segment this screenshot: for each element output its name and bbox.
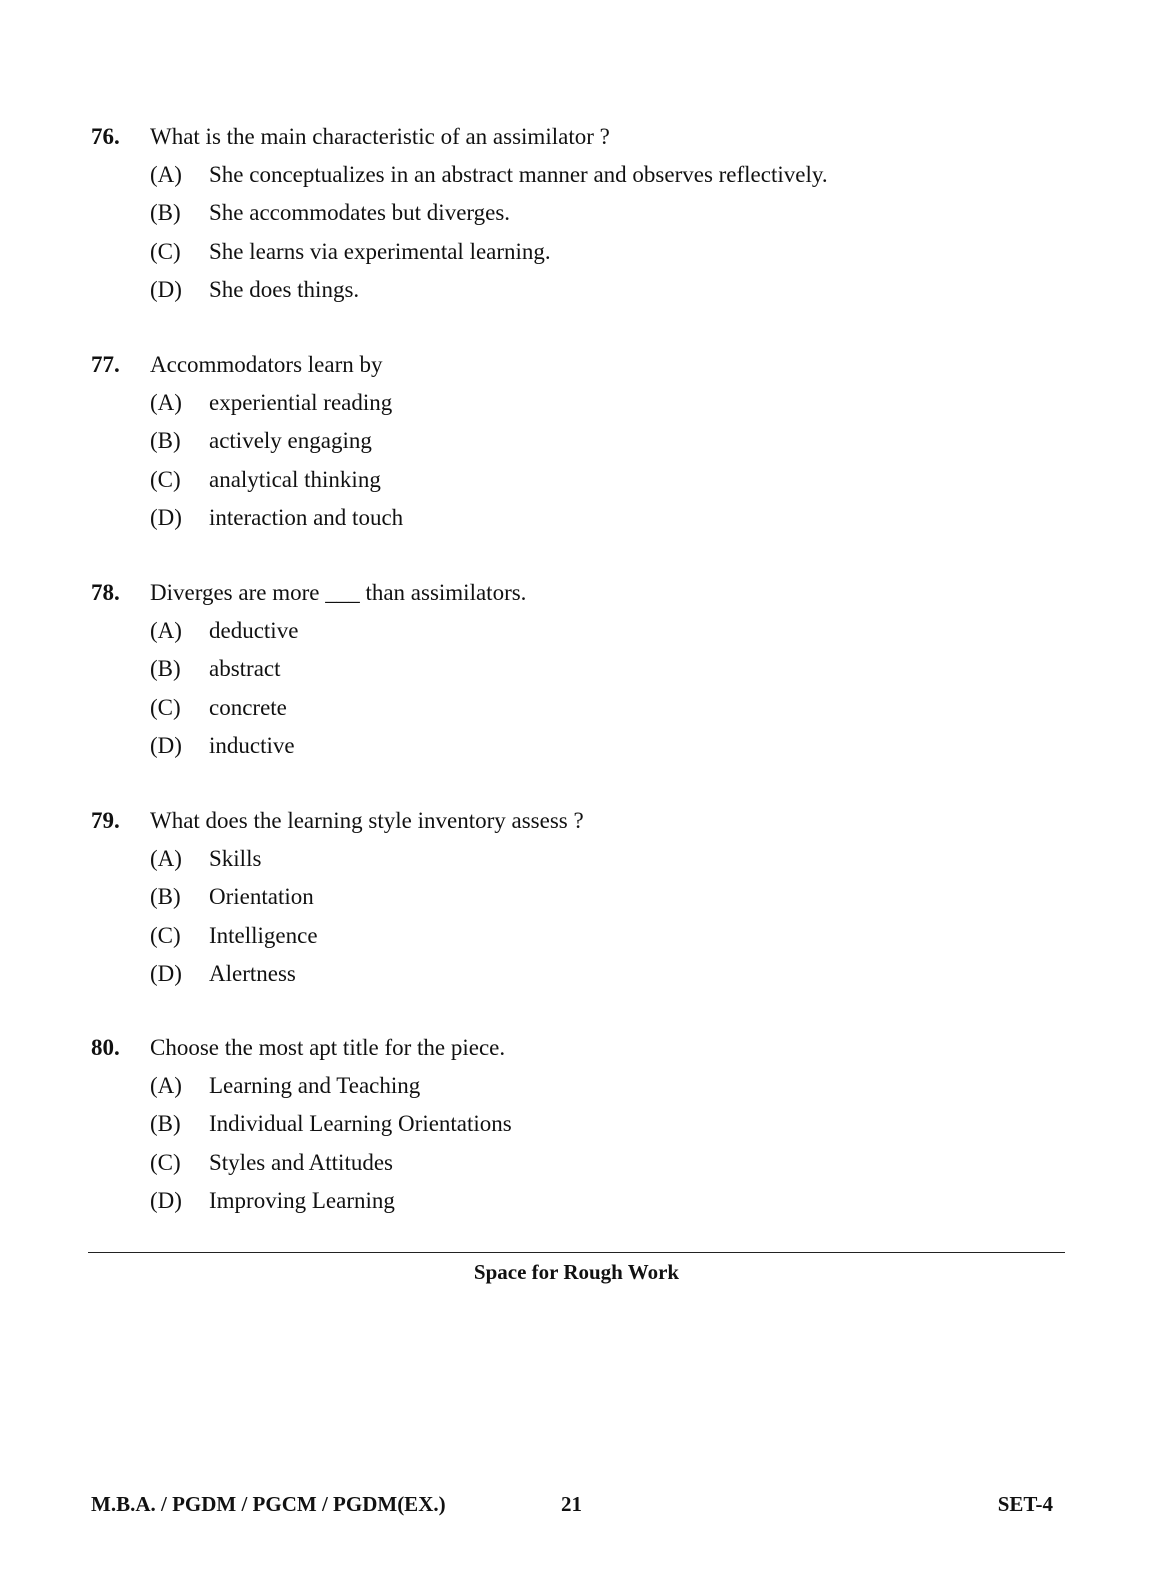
question-header	[0, 574, 1153, 612]
question-80	[0, 1029, 1153, 1220]
option-letter: (B)	[150, 656, 181, 682]
question-number: 79.	[91, 808, 120, 833]
option-letter: (A)	[150, 162, 182, 187]
option-letter: (D)	[150, 276, 182, 302]
option-text: Alertness	[209, 960, 296, 986]
option-text: Orientation	[209, 884, 314, 910]
option-text: She accommodates but diverges.	[209, 200, 511, 226]
option-text: Improving Learning	[209, 1187, 395, 1213]
option-letter: (B)	[150, 884, 181, 910]
option-b	[0, 878, 1153, 916]
question-text: Accommodators learn by	[150, 352, 383, 377]
option-c	[0, 461, 1153, 499]
option-letter: (A)	[150, 618, 182, 643]
question-number: 76.	[91, 124, 120, 149]
option-text: Skills	[209, 846, 262, 871]
option-letter: (D)	[150, 732, 182, 758]
option-letter: (D)	[150, 1187, 182, 1213]
option-text: inductive	[209, 732, 295, 758]
option-letter: (C)	[150, 1149, 181, 1175]
question-number: 77.	[91, 352, 120, 377]
option-letter: (B)	[150, 428, 181, 454]
footer-set-label: SET-4	[997, 1492, 1053, 1516]
option-letter: (B)	[150, 200, 181, 226]
option-c	[0, 1144, 1153, 1182]
question-number: 80.	[91, 1035, 120, 1060]
option-a	[0, 840, 1153, 878]
option-text: Learning and Teaching	[209, 1073, 421, 1098]
option-letter: (D)	[150, 504, 182, 530]
question-77	[0, 346, 1153, 537]
option-text: abstract	[209, 656, 281, 682]
divider-line	[88, 1252, 1065, 1253]
question-header	[0, 802, 1153, 840]
option-a	[0, 384, 1153, 422]
question-text: What does the learning style inventory assess ?	[150, 808, 584, 833]
option-d	[0, 1182, 1153, 1220]
question-number: 78.	[91, 580, 120, 605]
option-d	[0, 955, 1153, 993]
option-letter: (C)	[150, 238, 181, 264]
question-79	[0, 802, 1153, 993]
option-letter: (A)	[150, 1073, 182, 1098]
option-text: analytical thinking	[209, 466, 381, 492]
option-text: interaction and touch	[209, 504, 404, 530]
option-text: Individual Learning Orientations	[209, 1111, 512, 1137]
question-header	[0, 118, 1153, 156]
option-text: actively engaging	[209, 428, 372, 454]
question-text: Diverges are more ___ than assimilators.	[150, 580, 527, 605]
option-c	[0, 233, 1153, 271]
option-a	[0, 1067, 1153, 1105]
option-letter: (A)	[150, 846, 182, 871]
option-letter: (D)	[150, 960, 182, 986]
option-text: Styles and Attitudes	[209, 1149, 393, 1175]
option-d	[0, 727, 1153, 765]
option-letter: (A)	[150, 390, 182, 415]
question-text: What is the main characteristic of an assimilator ?	[150, 124, 610, 149]
option-text: Intelligence	[209, 922, 318, 948]
option-b	[0, 650, 1153, 688]
option-text: She learns via experimental learning.	[209, 238, 551, 264]
option-c	[0, 917, 1153, 955]
option-d	[0, 271, 1153, 309]
option-text: concrete	[209, 694, 287, 720]
question-header	[0, 1029, 1153, 1067]
option-text: She conceptualizes in an abstract manner and observes reflectively.	[209, 162, 828, 187]
option-c	[0, 689, 1153, 727]
question-76	[0, 118, 1153, 309]
question-78	[0, 574, 1153, 765]
option-text: experiential reading	[209, 390, 393, 415]
option-b	[0, 194, 1153, 232]
option-text: deductive	[209, 618, 299, 643]
option-letter: (C)	[150, 694, 181, 720]
option-letter: (B)	[150, 1111, 181, 1137]
option-b	[0, 422, 1153, 460]
question-header	[0, 346, 1153, 384]
option-a	[0, 612, 1153, 650]
option-d	[0, 499, 1153, 537]
option-text: She does things.	[209, 276, 360, 302]
option-letter: (C)	[150, 922, 181, 948]
option-letter: (C)	[150, 466, 181, 492]
rough-work-heading: Space for Rough Work	[473, 1260, 680, 1284]
footer-page-number: 21	[561, 1492, 582, 1516]
option-a	[0, 156, 1153, 194]
option-b	[0, 1105, 1153, 1143]
question-text: Choose the most apt title for the piece.	[150, 1035, 506, 1060]
footer-course: M.B.A. / PGDM / PGCM / PGDM(EX.)	[91, 1492, 446, 1516]
